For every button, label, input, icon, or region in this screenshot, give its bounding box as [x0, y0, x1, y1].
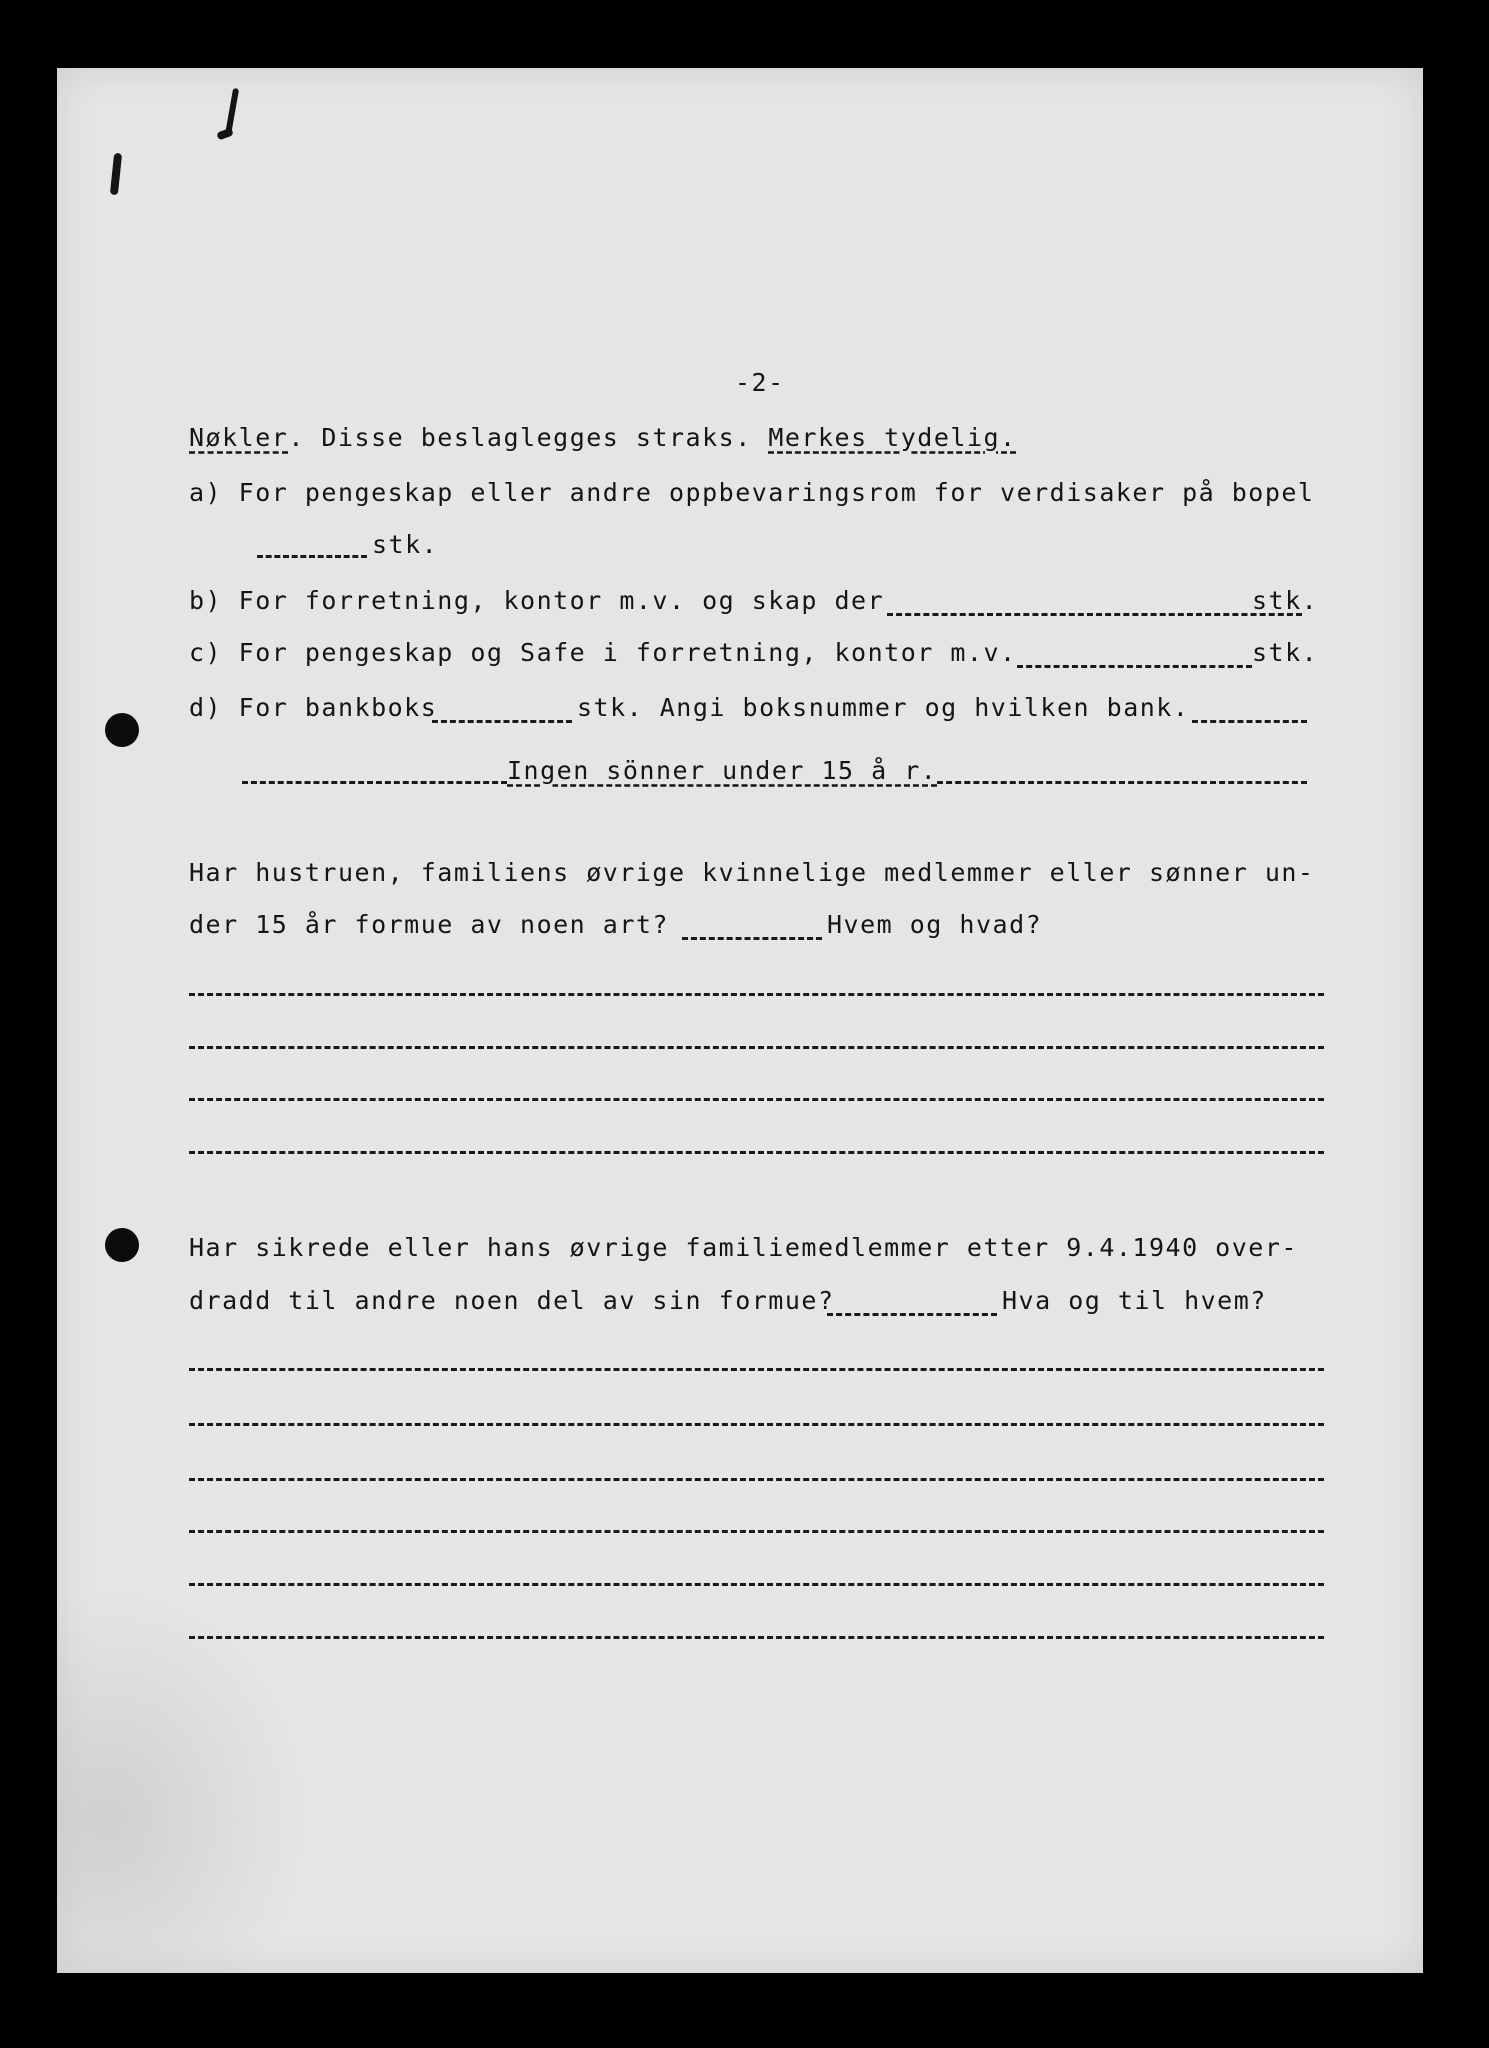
item-d-answer: Ingen sönner under 15 å r. [507, 756, 938, 785]
question2-line1: Har sikrede eller hans øvrige familiemedlemmer etter 9.4.1940 over- [189, 1233, 1298, 1262]
paper-stain [57, 1588, 307, 1973]
question1-line1: Har hustruen, familiens øvrige kvinnelige medlemmer eller sønner un- [189, 858, 1315, 887]
answer-line [189, 1583, 1324, 1586]
item-d: d) For bankboks [189, 693, 438, 722]
answer-line [189, 1478, 1324, 1481]
question2-blank [827, 1313, 997, 1316]
answer-line [189, 1151, 1324, 1154]
item-b-blank [887, 613, 1302, 616]
keys-heading-label: Nøkler [189, 423, 289, 452]
answer-line [189, 1046, 1324, 1049]
question1-blank [682, 937, 822, 940]
answer-line [189, 1098, 1324, 1101]
punch-hole-top [105, 713, 139, 747]
item-c: c) For pengeskap og Safe i forretning, kontor m.v. [189, 638, 1017, 667]
item-d-answer-dash-left [242, 781, 507, 784]
item-b: b) For forretning, kontor m.v. og skap der [189, 586, 885, 615]
item-a-line1: a) For pengeskap eller andre oppbevaringsrom for verdisaker på bopel [189, 478, 1315, 507]
page-number: -2- [735, 368, 785, 397]
question1-line2a: der 15 år formue av noen art? [189, 910, 669, 939]
answer-line [189, 1636, 1324, 1639]
item-b-unit: stk. [1252, 586, 1319, 615]
question1-line2b: Hvem og hvad? [827, 910, 1043, 939]
item-d-mid: stk. Angi boksnummer og hvilken bank. [577, 693, 1190, 722]
answer-line [189, 1368, 1324, 1371]
item-c-blank [1017, 665, 1252, 668]
answer-line [189, 1530, 1324, 1533]
ink-mark [216, 128, 234, 141]
question2-line2b: Hva og til hvem? [1002, 1286, 1267, 1315]
answer-line [189, 1423, 1324, 1426]
ink-mark [110, 153, 122, 196]
item-a-unit: stk. [372, 530, 439, 559]
question2-line2a: dradd til andre noen del av sin formue? [189, 1286, 835, 1315]
answer-line [189, 993, 1324, 996]
item-a-blank [257, 555, 367, 558]
item-c-unit: stk. [1252, 638, 1319, 667]
punch-hole-bottom [105, 1228, 139, 1262]
item-d-answer-dash-right [937, 781, 1307, 784]
item-d-blank [432, 720, 572, 723]
item-d-bank-blank [1192, 720, 1307, 723]
keys-intro-mark: Merkes tydelig. [768, 423, 1017, 452]
keys-heading: Nøkler. Disse beslaglegges straks. Merkes tydelig. [189, 423, 1017, 452]
document-page [57, 68, 1423, 1973]
keys-intro: Disse beslaglegges straks. [321, 423, 752, 452]
